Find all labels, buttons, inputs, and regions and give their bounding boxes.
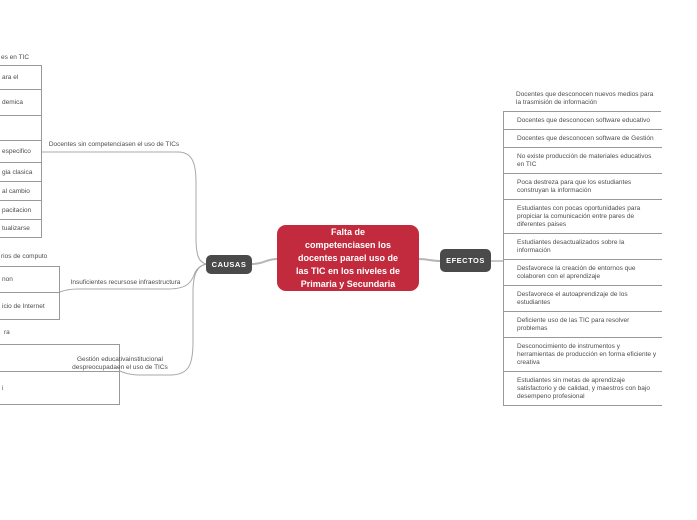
cause-box[interactable]	[0, 89, 42, 116]
cause-node-fragment[interactable]: es en TIC	[1, 54, 30, 61]
effect-item[interactable]: Poca destreza para que los estudiantes construyan la información	[504, 174, 662, 200]
causas-node[interactable]: CAUSAS	[206, 255, 252, 274]
effect-item[interactable]: Docentes que desconocen nuevos medios para la trasmisión de información	[503, 86, 661, 112]
cause-box[interactable]	[0, 371, 120, 405]
effect-item[interactable]: Estudiantes sin metas de aprendizaje satisfactorio y de calidad, y maestros con bajo desempeno profesional	[504, 372, 662, 406]
cause-box[interactable]	[0, 115, 42, 141]
effects-list	[503, 86, 661, 406]
central-topic-line: docentes parael uso de	[297, 252, 399, 263]
cause-node-fragment[interactable]: ra	[4, 329, 10, 336]
effect-item[interactable]: Desfavorece el autoaprendizaje de los estudiantes	[504, 286, 662, 312]
central-topic-node[interactable]	[277, 225, 419, 291]
cause-box-label: al cambio	[2, 187, 30, 195]
cause-box-label: ara el	[2, 74, 19, 81]
cause-box-group-docentes	[0, 65, 42, 238]
cause-box[interactable]	[0, 292, 60, 320]
central-topic-line: Primaria y Secundaria	[300, 278, 396, 289]
cause-box-label: i	[2, 384, 4, 392]
cause-box-label: especifico	[2, 148, 31, 155]
cause-box-label: demica	[2, 99, 23, 106]
effect-item[interactable]: Deficiente uso de las TIC para resolver problemas	[504, 312, 662, 338]
effect-item[interactable]: Docentes que desconocen software de Gestión	[504, 130, 662, 148]
cause-box-label: non	[2, 276, 13, 283]
cause-box-label: pacitacion	[2, 206, 32, 214]
central-topic-line: las TIC en los niveles de	[295, 265, 401, 276]
cause-box[interactable]	[0, 140, 42, 163]
cause-box[interactable]	[0, 219, 42, 238]
efectos-node[interactable]: EFECTOS	[440, 249, 491, 272]
cause-box[interactable]	[0, 200, 42, 220]
effect-item[interactable]: Estudiantes desactualizados sobre la información	[504, 234, 662, 260]
effect-item[interactable]: No existe producción de materiales educativos en TIC	[504, 148, 662, 174]
cause-box[interactable]	[0, 181, 42, 201]
cause-box-label: gia clasica	[2, 168, 33, 176]
cause-box-group-recursos	[0, 266, 60, 320]
effect-item[interactable]: Estudiantes con pocas oportunidades para propiciar la comunicación entre pares de diferentes paises	[504, 200, 662, 234]
branch-label-gestion[interactable]: Gestión educativainstitucional despreocupadaen el uso de TICs	[72, 356, 168, 371]
cause-node-fragment[interactable]: rios de computo	[1, 253, 48, 260]
branch-label-docentes[interactable]: Docentes sin competenciasen el uso de TICs	[48, 141, 180, 148]
central-topic-line: competenciasen los	[304, 239, 392, 250]
effect-item[interactable]: Desconocimiento de instrumentos y herramientas de producción en forma eficiente y creativa	[504, 338, 662, 372]
cause-box[interactable]	[0, 266, 60, 293]
cause-box[interactable]	[0, 162, 42, 182]
cause-box-label: icio de Internet	[2, 302, 45, 310]
effect-item[interactable]: Docentes que desconocen software educativo	[504, 112, 662, 130]
cause-box-label: tualizarse	[2, 225, 30, 232]
effects-spine	[503, 112, 661, 406]
effect-item[interactable]: Desfavorece la creación de entornos que colaboren con el aprendizaje	[504, 260, 662, 286]
branch-label-recursos[interactable]: Insuficientes recursose infraestructura	[70, 279, 181, 286]
central-topic-line: Falta de	[330, 226, 365, 237]
cause-box[interactable]	[0, 65, 42, 90]
cause-box-group-gestion	[0, 344, 120, 405]
